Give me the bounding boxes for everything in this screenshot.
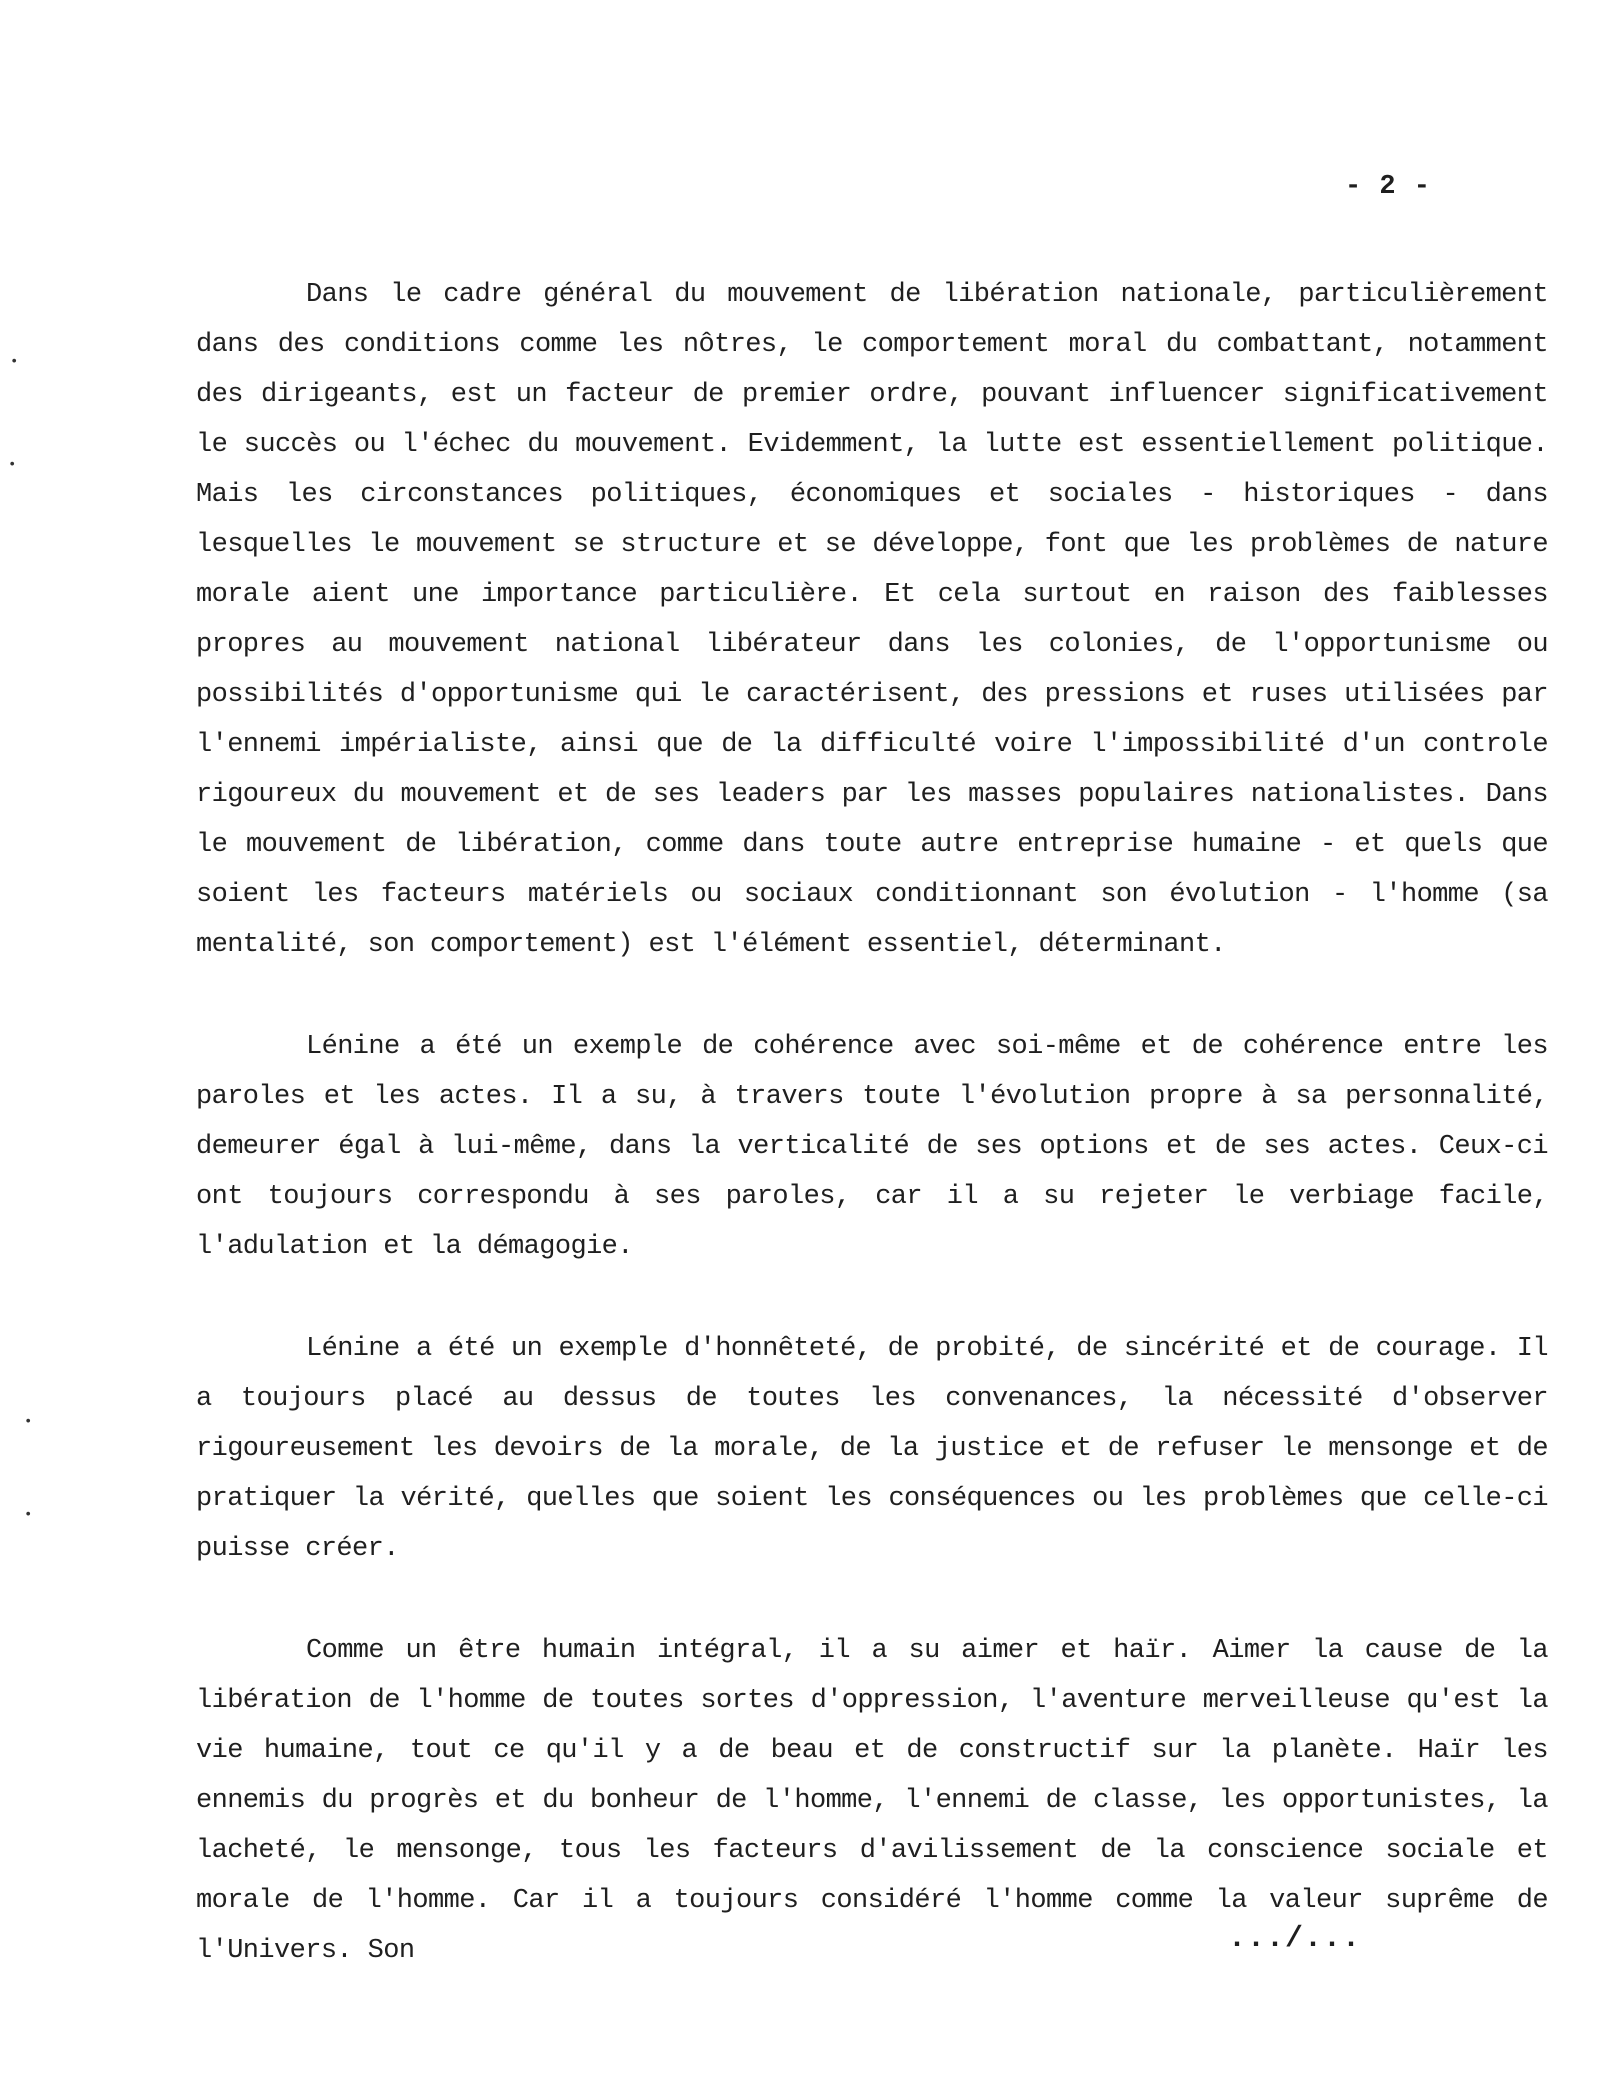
margin-mark: • — [24, 1414, 33, 1430]
paragraph-1: Dans le cadre général du mouvement de libération nationale, particulièrement dans des conditions comme les nôtres, le comportement moral du combattant, notamment des dirigeants, est un facteur de premier ordre, pouvant influencer significativement le succès ou l'échec du mouvement. Evidemment, la lutte est essentiellement politique. Mais les circonstances politiques, économiques et sociales - historiques - dans lesquelles le mouvement se structure et se développe, font que les problèmes de nature morale aient une importance particulière. Et cela surtout en raison des faiblesses propres au mouvement national libérateur dans les colonies, de l'opportunisme ou possibilités d'opportunisme qui le caractérisent, des pressions et ruses utilisées par l'ennemi impérialiste, ainsi que de la difficulté voire l'impossibilité d'un controle rigoureux du mouvement et de ses leaders par les masses populaires nationalistes. Dans le mouvement de libération, comme dans toute autre entreprise humaine - et quels que soient les facteurs matériels ou sociaux conditionnant son évolution - l'homme (sa mentalité, son comportement) est l'élément essentiel, déterminant. — [196, 280, 1548, 960]
margin-mark: • — [8, 457, 17, 473]
continuation-mark: .../... — [1228, 1922, 1362, 1956]
body-text — [196, 270, 1548, 2028]
paragraph-3: Lénine a été un exemple d'honnêteté, de probité, de sincérité et de courage. Il a toujours placé au dessus de toutes les convenances, la nécessité d'observer rigoureusement les devoirs de la morale, de la justice et de refuser le mensonge et de pratiquer la vérité, quelles que soient les conséquences ou les problèmes que celle-ci puisse créer. — [196, 1334, 1548, 1564]
page-number: - 2 - — [1345, 172, 1432, 202]
margin-mark: • — [24, 1507, 33, 1523]
margin-mark: • — [10, 354, 19, 370]
paragraph-2: Lénine a été un exemple de cohérence avec soi-même et de cohérence entre les paroles et les actes. Il a su, à travers toute l'évolution propre à sa personnalité, demeurer égal à lui-même, dans la verticalité de ses options et de ses actes. Ceux-ci ont toujours correspondu à ses paroles, car il a su rejeter le verbiage facile, l'adulation et la démagogie. — [196, 1032, 1548, 1262]
paragraph-4: Comme un être humain intégral, il a su aimer et haïr. Aimer la cause de la libération de l'homme de toutes sortes d'oppression, l'aventure merveilleuse qu'est la vie humaine, tout ce qu'il y a de beau et de constructif sur la planète. Haïr les ennemis du progrès et du bonheur de l'homme, l'ennemi de classe, les opportunistes, la lacheté, le mensonge, tous les facteurs d'avilissement de la conscience sociale et morale de l'homme. Car il a toujours considéré l'homme comme la valeur suprême de l'Univers. Son — [196, 1636, 1548, 1966]
